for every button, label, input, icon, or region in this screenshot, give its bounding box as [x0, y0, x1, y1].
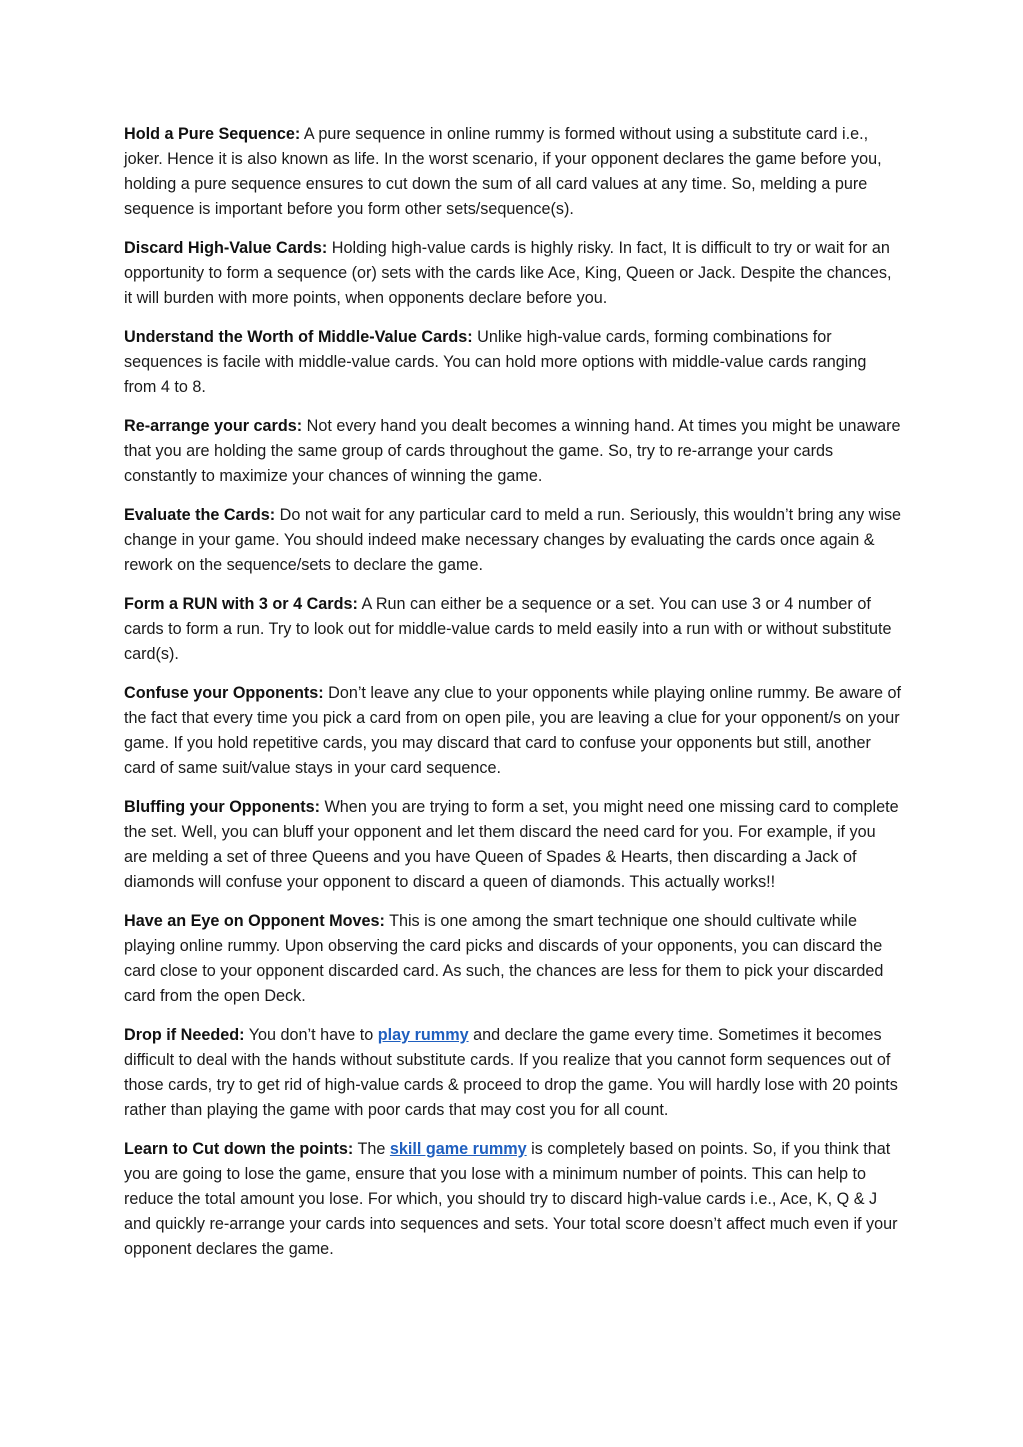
paragraph-form-run — [124, 592, 902, 667]
paragraph-heading: Learn to Cut down the points: — [124, 1140, 354, 1158]
play-rummy-link[interactable]: play rummy — [377, 1026, 469, 1044]
paragraph-body: You don’t have to — [244, 1026, 378, 1044]
paragraph-body: When you are trying to form a set, you might need one missing card to complete the set. Well, you can bluff your opponent and let them discard the need card for you. For example, if you are melding a set of three Queens and you have Queen of Spades & Hearts, then discarding a Jack of diamonds will confuse your opponent to discard a queen of diamonds. This actually works!! — [124, 798, 899, 891]
document-page — [124, 122, 902, 1276]
paragraph-body: is completely based on points. So, if you think that you are going to lose the game, ensure that you lose with a minimum number of points. This can help to reduce the total amount you lose. For which, you should try to discard high-value cards i.e., Ace, K, Q & J and quickly re-arrange your cards into sequences and sets. Your total score doesn’t affect much even if your opponent declares the game. — [124, 1140, 898, 1258]
paragraph-body: This is one among the smart technique one should cultivate while playing online rummy. Upon observing the card picks and discards of your opponents, you can discard the card close to your opponent discarded card. As such, the chances are less for them to pick your discarded card from the open Deck. — [124, 912, 884, 1005]
paragraph-rearrange — [124, 414, 902, 489]
paragraph-heading: Hold a Pure Sequence: — [124, 125, 301, 143]
skill-game-rummy-link[interactable]: skill game rummy — [389, 1140, 527, 1158]
paragraph-heading: Evaluate the Cards: — [124, 506, 276, 524]
paragraph-discard-high-value — [124, 236, 902, 311]
paragraph-opponent-moves — [124, 909, 902, 1009]
paragraph-heading: Confuse your Opponents: — [124, 684, 324, 702]
paragraph-body: The — [353, 1140, 390, 1158]
paragraph-middle-value — [124, 325, 902, 400]
paragraph-body: Don’t leave any clue to your opponents while playing online rummy. Be aware of the fact that every time you pick a card from on open pile, you are leaving a clue for your opponent/s on your game. If you hold repetitive cards, you may discard that card to confuse your opponents but still, another card of same suit/value stays in your card sequence. — [124, 684, 902, 777]
paragraph-pure-sequence — [124, 122, 902, 222]
paragraph-heading: Understand the Worth of Middle-Value Cards: — [124, 328, 473, 346]
paragraph-cut-points — [124, 1137, 902, 1262]
paragraph-bluffing — [124, 795, 902, 895]
paragraph-body: Do not wait for any particular card to meld a run. Seriously, this wouldn’t bring any wise change in your game. You should indeed make necessary changes by evaluating the cards once again & rework on the sequence/sets to declare the game. — [124, 506, 902, 574]
paragraph-heading: Form a RUN with 3 or 4 Cards: — [124, 595, 358, 613]
paragraph-body: Unlike high-value cards, forming combinations for sequences is facile with middle-value cards. You can hold more options with middle-value cards ranging from 4 to 8. — [124, 328, 867, 396]
paragraph-confuse — [124, 681, 902, 781]
paragraph-heading: Discard High-Value Cards: — [124, 239, 328, 257]
paragraph-body: A pure sequence in online rummy is formed without using a substitute card i.e., joker. Hence it is also known as life. In the worst scenario, if your opponent declares the game before you, holding a pure sequence ensures to cut down the sum of all card values at any time. So, melding a pure sequence is important before you form other sets/sequence(s). — [124, 125, 882, 218]
paragraph-body: Holding high-value cards is highly risky. In fact, It is difficult to try or wait for an opportunity to form a sequence (or) sets with the cards like Ace, King, Queen or Jack. Despite the chances, it will burden with more points, when opponents declare before you. — [124, 239, 892, 307]
paragraph-drop — [124, 1023, 902, 1123]
paragraph-body: and declare the game every time. Sometimes it becomes difficult to deal with the hands without substitute cards. If you realize that you cannot form sequences out of those cards, try to get rid of high-value cards & proceed to drop the game. You will hardly lose with 20 points rather than playing the game with poor cards that may cost you for all count. — [124, 1026, 898, 1119]
paragraph-heading: Drop if Needed: — [124, 1026, 245, 1044]
paragraph-body: A Run can either be a sequence or a set. You can use 3 or 4 number of cards to form a run. Try to look out for middle-value cards to meld easily into a run with or without substitute card(s). — [124, 595, 892, 663]
paragraph-heading: Re-arrange your cards: — [124, 417, 303, 435]
paragraph-evaluate — [124, 503, 902, 578]
paragraph-body: Not every hand you dealt becomes a winning hand. At times you might be unaware that you are holding the same group of cards throughout the game. So, try to re-arrange your cards constantly to maximize your chances of winning the game. — [124, 417, 901, 485]
paragraph-heading: Bluffing your Opponents: — [124, 798, 321, 816]
paragraph-heading: Have an Eye on Opponent Moves: — [124, 912, 385, 930]
